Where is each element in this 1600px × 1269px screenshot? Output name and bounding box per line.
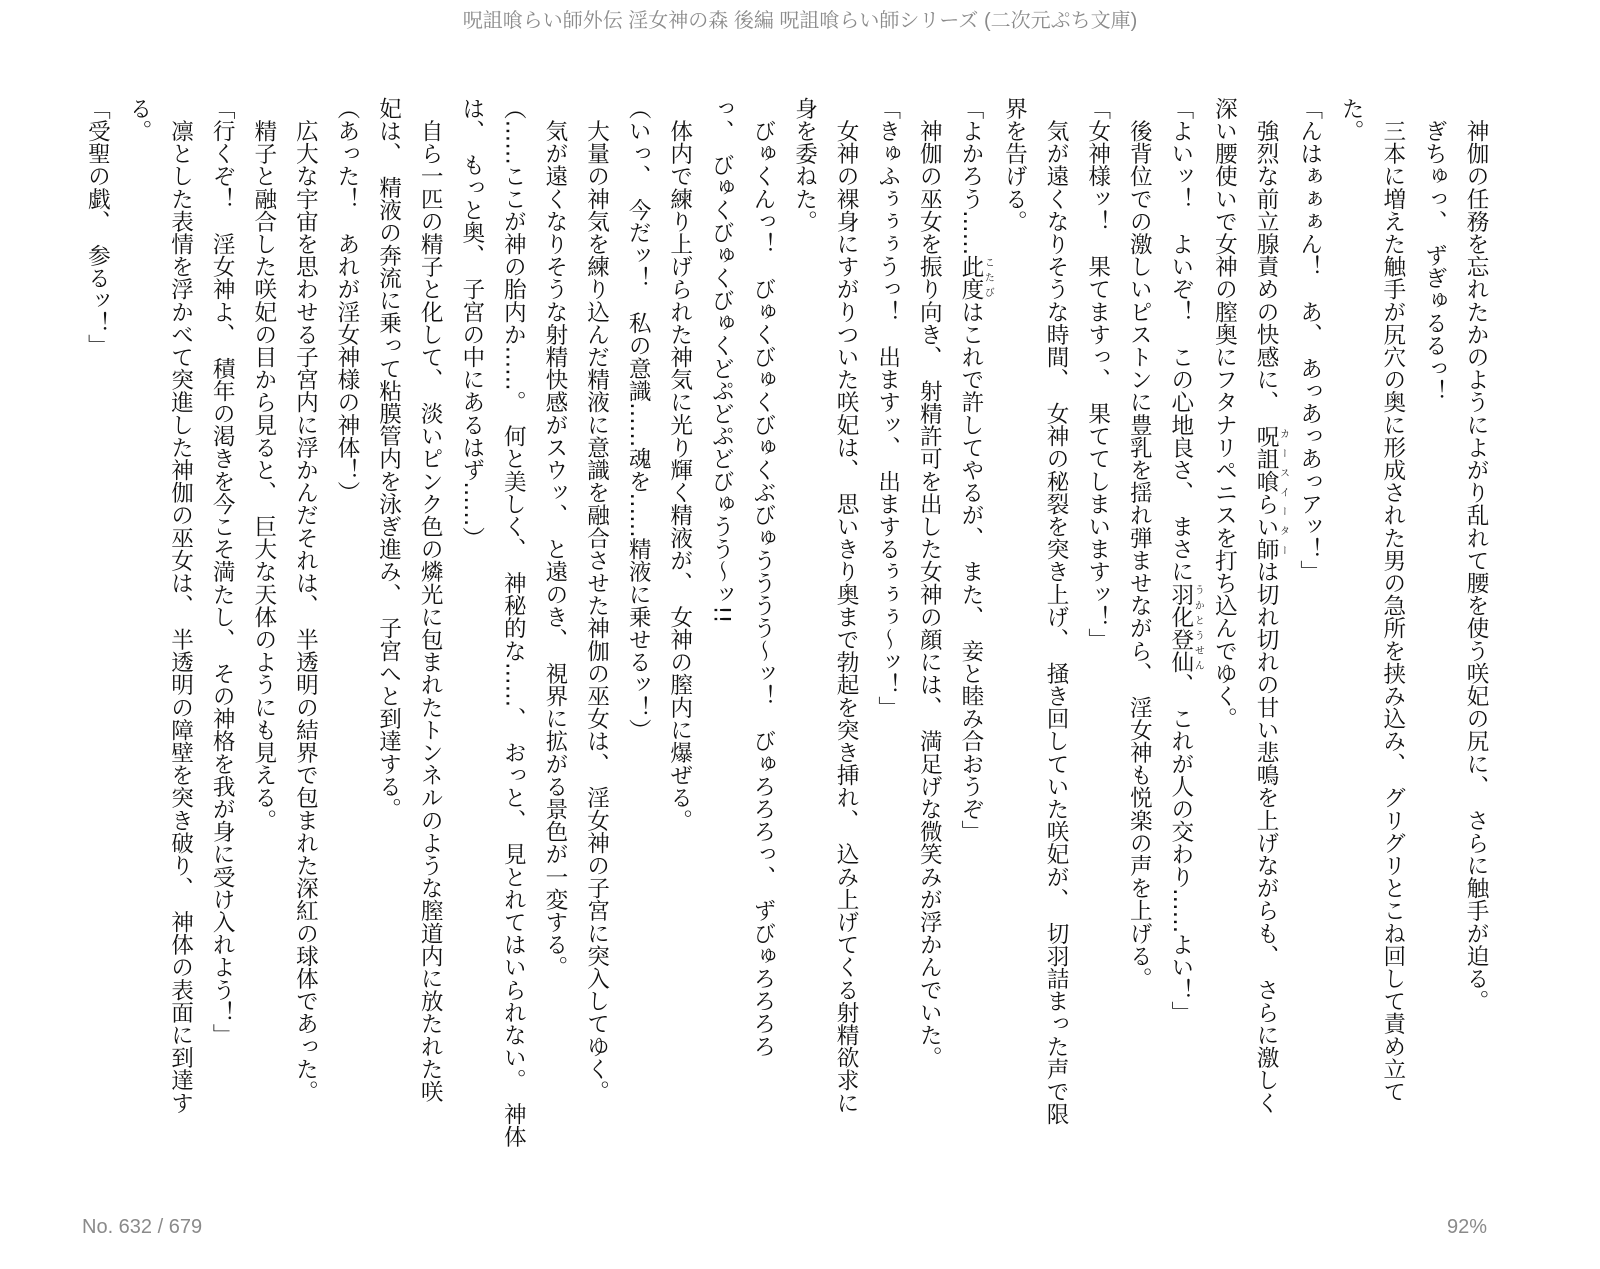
text-column bbox=[783, 97, 825, 1172]
text-segment: 「よかろう…… bbox=[957, 97, 984, 256]
text-segment: 「受聖の戯、 参るッ！」 bbox=[84, 97, 111, 357]
text-segment: 深い腰使いで女神の膣奥にフタナリペニスを打ち込んでゆく。 bbox=[1211, 97, 1238, 730]
text-column bbox=[658, 97, 700, 1172]
text-column bbox=[741, 97, 783, 1172]
text-segment: 身を委ねた。 bbox=[791, 97, 818, 233]
text-segment: 後背位での激しいピストンに豊乳を揺れ弾ませながら、 淫女神も悦楽の声を上げる。 bbox=[1126, 97, 1153, 990]
text-column bbox=[575, 97, 617, 1172]
book-title: 呪詛喰らい師外伝 淫女神の森 後編 呪詛喰らい師シリーズ (二次元ぷち文庫) bbox=[462, 10, 1138, 32]
text-segment: 体内で練り上げられた神気に光り輝く精液が、 女神の膣内に爆ぜる。 bbox=[666, 97, 693, 832]
text-column bbox=[908, 97, 950, 1172]
ruby-word: 羽化登仙うかとうせん bbox=[1167, 582, 1204, 674]
text-column bbox=[993, 97, 1035, 1172]
text-segment: 神伽の任務を忘れたかのようによがり乱れて腰を使う咲妃の尻に、 さらに触手が迫る。 bbox=[1463, 97, 1489, 1013]
text-segment: 「きゅふぅぅぅうっ！ 出ますッ、 出まするぅぅぅ～ッ！」 bbox=[874, 97, 901, 719]
text-column bbox=[76, 97, 118, 1172]
text-segment: 「行くぞ！ 淫女神よ、 積年の渇きを今こそ満たし、 その神格を我が身に受け入れよう！」 bbox=[209, 97, 236, 1047]
text-column bbox=[1244, 97, 1288, 1172]
text-segment: っ、 びゅくびゅくびゅくどぷどぷどびゅうう～ッ!! bbox=[708, 97, 735, 624]
text-segment: は、 もっと奥、 子宮の中にあるはず……） bbox=[458, 97, 485, 549]
text-segment: （……ここが神の胎内か……。 何と美しく、 神秘的な……、 おっと、 見とれてはいられない。 神体 bbox=[500, 97, 527, 1148]
text-column bbox=[242, 97, 284, 1172]
text-column bbox=[201, 97, 243, 1172]
ruby-reading: カースイーター bbox=[1277, 424, 1289, 561]
text-segment: 大量の神気を練り込んだ精液に意識を融合させた神伽の巫女は、 淫女神の子宮に突入してゆく。 bbox=[583, 97, 610, 1103]
text-segment: ぎちゅっ、 ずぎゅるるっ！ bbox=[1421, 97, 1448, 403]
text-column bbox=[866, 97, 908, 1172]
text-column bbox=[325, 97, 367, 1172]
text-segment: る。 bbox=[126, 97, 152, 143]
text-segment: 界を告げる。 bbox=[1001, 97, 1028, 233]
text-segment: 「よいッ！ よいぞ！ この心地良さ、 まさに bbox=[1167, 97, 1194, 583]
text-segment: 凛とした表情を浮かべて突進した神伽の巫女は、 半透明の障壁を突き破り、 神体の表面に到達す bbox=[167, 97, 194, 1114]
text-segment: びゅくんっ！ びゅくびゅくびゅくぶびゅうううう～ッ！ びゅろろろっ、 ずびゅろろろろ bbox=[749, 97, 776, 1058]
ruby-reading: うかとうせん bbox=[1192, 582, 1204, 674]
ruby-word: 呪詛喰らい師カースイーター bbox=[1253, 424, 1289, 561]
text-segment: はこれで許してやるが、 また、 妾と睦み合おうぞ」 bbox=[957, 300, 984, 843]
text-segment: 「女神様ッ！ 果てますっ、 果ててしまいますッ！」 bbox=[1084, 97, 1111, 651]
text-column bbox=[492, 97, 534, 1172]
text-column bbox=[367, 97, 409, 1172]
text-segment: 広大な宇宙を思わせる子宮内に浮かんだそれは、 半透明の結界で包まれた深紅の球体であった。 bbox=[292, 97, 319, 1103]
text-segment: 強烈な前立腺責めの快感に、 bbox=[1253, 97, 1280, 425]
page-text[interactable] bbox=[76, 97, 1496, 1172]
text-column bbox=[825, 97, 867, 1172]
text-column bbox=[409, 97, 451, 1172]
ruby-reading: こたび bbox=[982, 255, 994, 301]
text-column bbox=[1330, 97, 1372, 1172]
text-column bbox=[700, 97, 742, 1172]
text-segment: た。 bbox=[1338, 97, 1365, 143]
text-segment: 気が遠くなりそうな時間、 女神の秘裂を突き上げ、 掻き回していた咲妃が、 切羽詰まった声で限 bbox=[1043, 97, 1070, 1126]
text-segment: 女神の裸身にすがりついた咲妃は、 思いきり奥まで勃起を突き挿れ、 込み上げてくる射精欲求に bbox=[833, 97, 860, 1114]
text-segment: （いっ、 今だッ！ 私の意識……魂を……精液に乗せるッ！） bbox=[625, 97, 652, 742]
text-segment: 三本に増えた触手が尻穴の奥に形成された男の急所を挟み込み、 グリグリとこね回して責め立て bbox=[1379, 97, 1406, 1103]
text-column bbox=[117, 97, 159, 1172]
text-column bbox=[533, 97, 575, 1172]
ruby-word: 此度こたび bbox=[957, 255, 994, 301]
text-column bbox=[1118, 97, 1160, 1172]
text-segment: （あった！ あれが淫女神様の神体！） bbox=[333, 97, 360, 504]
text-column bbox=[1076, 97, 1118, 1172]
text-segment: 、 これが人の交わり……よい！」 bbox=[1167, 673, 1194, 1024]
text-segment: 「んはぁぁぁん！ あ、 あっあっあっアッ！」 bbox=[1296, 97, 1323, 583]
text-column bbox=[1371, 97, 1413, 1172]
text-column bbox=[1034, 97, 1076, 1172]
text-column bbox=[1413, 97, 1455, 1172]
text-column bbox=[1454, 97, 1496, 1172]
text-column bbox=[450, 97, 492, 1172]
location-indicator[interactable]: No. 632 / 679 bbox=[82, 1216, 203, 1238]
text-column bbox=[1159, 97, 1203, 1172]
text-column bbox=[617, 97, 659, 1172]
text-segment: 自ら一匹の精子と化して、 淡いピンク色の燐光に包まれたトンネルのような膣道内に放たれた咲 bbox=[417, 97, 444, 1103]
text-column bbox=[1203, 97, 1245, 1172]
text-column bbox=[1288, 97, 1330, 1172]
text-segment: 気が遠くなりそうな射精快感がスウッ、 と遠のき、 視界に拡がる景色が一変する。 bbox=[541, 97, 568, 979]
text-segment: は切れ切れの甘い悲鳴を上げながらも、 さらに激しく bbox=[1253, 560, 1280, 1115]
text-column bbox=[284, 97, 326, 1172]
reading-progress: 92% bbox=[1446, 1216, 1487, 1238]
text-column bbox=[159, 97, 201, 1172]
text-segment: 神伽の巫女を振り向き、 射精許可を出した女神の顔には、 満足げな微笑みが浮かんでいた。 bbox=[916, 97, 943, 1069]
text-column bbox=[949, 97, 993, 1172]
text-segment: 妃は、 精液の奔流に乗って粘膜管内を泳ぎ進み、 子宮へと到達する。 bbox=[375, 97, 402, 821]
text-segment: 精子と融合した咲妃の目から見ると、 巨大な天体のようにも見える。 bbox=[250, 97, 277, 832]
